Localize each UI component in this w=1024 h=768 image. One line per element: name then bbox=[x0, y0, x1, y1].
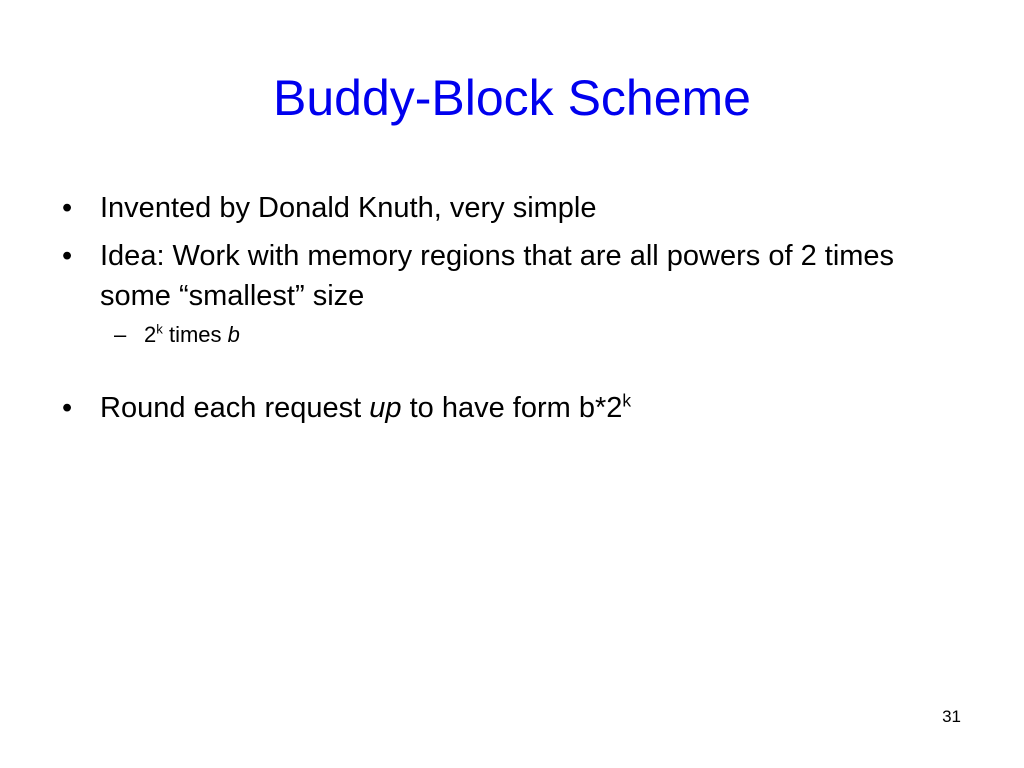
bullet-text-after: to have form b*2 bbox=[401, 392, 623, 424]
slide-title: Buddy-Block Scheme bbox=[272, 70, 751, 126]
page-number: 31 bbox=[942, 707, 961, 726]
bullet-item bbox=[62, 236, 962, 316]
italic-text: b bbox=[227, 322, 240, 347]
bullet-text: Idea: Work with memory regions that are all powers of 2 times some “smallest” size bbox=[100, 240, 895, 312]
bullet-text-before: Round each request bbox=[100, 392, 370, 424]
italic-text: up bbox=[369, 392, 402, 424]
bullet-text: Invented by Donald Knuth, very simple bbox=[100, 192, 597, 224]
sub-bullet-middle: times bbox=[162, 322, 228, 347]
bullet-spacer bbox=[62, 350, 962, 388]
bullet-list bbox=[62, 188, 962, 436]
bullet-marker: • bbox=[62, 192, 73, 224]
sub-bullet-base: 2 bbox=[144, 322, 157, 347]
sub-bullet-marker: – bbox=[114, 322, 127, 347]
sub-bullet-item bbox=[114, 320, 962, 350]
bullet-marker: • bbox=[62, 240, 73, 272]
superscript-text: k bbox=[622, 390, 632, 411]
bullet-item bbox=[62, 188, 962, 228]
bullet-item bbox=[62, 388, 962, 428]
bullet-marker: • bbox=[62, 392, 73, 424]
superscript-text: k bbox=[156, 321, 163, 337]
